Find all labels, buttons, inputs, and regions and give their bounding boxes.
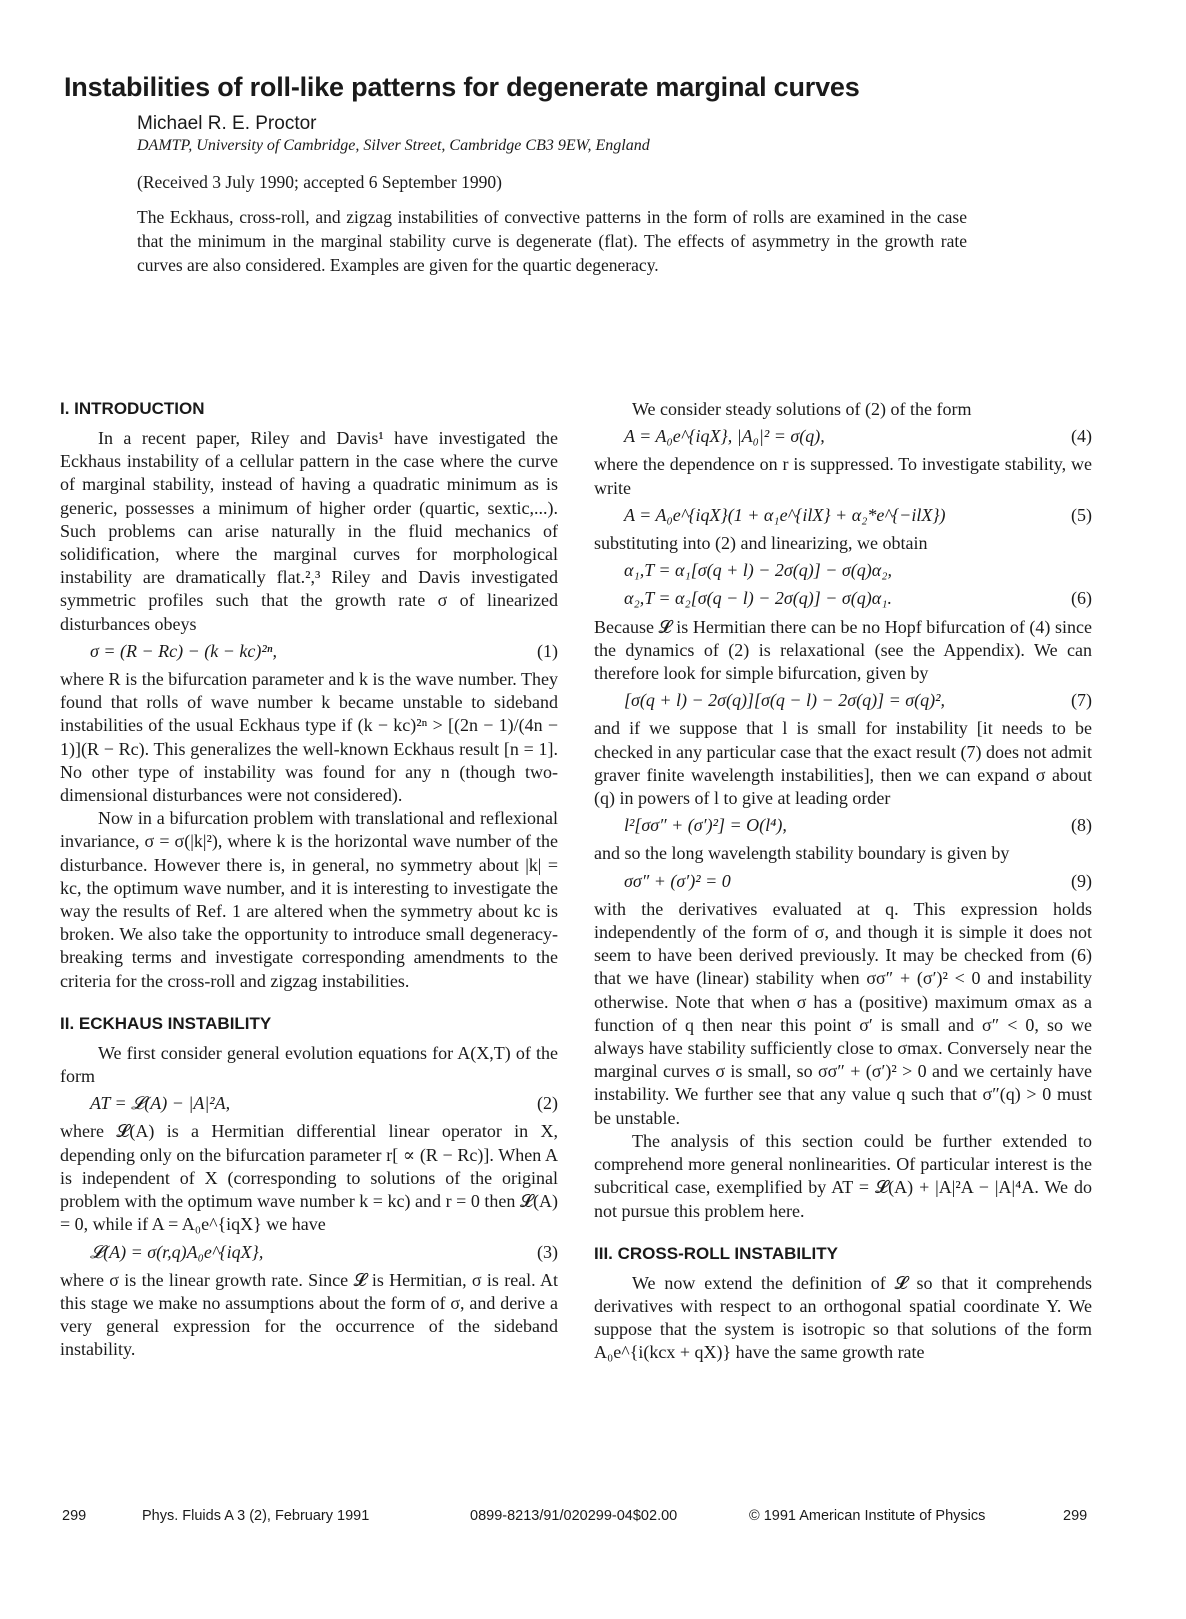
received-dates: (Received 3 July 1990; accepted 6 September 1990) (137, 172, 502, 192)
paragraph: Now in a bifurcation problem with translational and reflexional invariance, σ = σ(|k|²), where k is the horizontal wave number of the disturbance. However there is, in general, no symmetry about |k| = kc, the optimum wave number, and it is interesting to investigate the way the results of Ref. 1 are altered when the symmetry about kc is broken. We also take the opportunity to introduce small degeneracy-breaking terms and investigate corresponding amendments to the criteria for the cross-roll and zigzag instabilities. (60, 808, 558, 991)
equation-number: (1) (537, 640, 558, 661)
copyright-notice: © 1991 American Institute of Physics (749, 1508, 986, 1524)
paragraph: where σ is the linear growth rate. Since 𝓛 is Hermitian, σ is real. At this stage we make no assumptions about the form of σ, and derive a very general expression for the occurrence of the sideband instability. (60, 1269, 558, 1360)
paragraph: In a recent paper, Riley and Davis¹ have investigated the Eckhaus instability of a cellular pattern in the case where the curve of marginal stability, instead of having a quadratic minimum as is generic, possesses a minimum of higher order (quartic, sextic,...). Such problems can arise naturally in the fluid mechanics of solidification, where the marginal curves for morphological instability are dramatically flat.²,³ Riley and Davis investigated symmetric profiles such that the growth rate σ of linearized disturbances obeys (60, 428, 558, 634)
author-affiliation: DAMTP, University of Cambridge, Silver Street, Cambridge CB3 9EW, England (137, 137, 650, 154)
equation-body: l²[σσ″ + (σ′)²] = O(l⁴), (624, 815, 787, 836)
page-number-right: 299 (1063, 1508, 1088, 1524)
paragraph: The analysis of this section could be further extended to comprehend more general nonlinearities. Of particular interest is the subcritical case, exemplified by AT = 𝓛(A) + |A|²A − |A|⁴A. We do not pursue this problem here. (594, 1130, 1092, 1221)
journal-citation: Phys. Fluids A 3 (2), February 1991 (142, 1508, 370, 1524)
equation-6b (594, 587, 1092, 610)
equation-number: (2) (537, 1093, 558, 1114)
equation-8 (594, 814, 1092, 837)
paragraph: where R is the bifurcation parameter and k is the wave number. They found that rolls of wave number k became unstable to sideband instabilities of the usual Eckhaus type if (k − kc)²ⁿ > [(2n − 1)/(4n − 1)](R − Rc). This generalizes the well-known Eckhaus result [n = 1]. No other type of instability was found for any n (though two-dimensional disturbances were not considered). (60, 669, 558, 806)
abstract: The Eckhaus, cross-roll, and zigzag instabilities of convective patterns in the form of rolls are examined in the case that the minimum in the marginal stability curve is degenerate (flat). The effects of asymmetry in the growth rate curves are also considered. Examples are given for the quartic degeneracy. (137, 207, 967, 275)
equation-6a (594, 559, 1092, 582)
equation-5 (594, 504, 1092, 527)
equation-body: σσ″ + (σ′)² = 0 (624, 870, 731, 891)
equation-1 (60, 640, 558, 663)
equation-number: (3) (537, 1241, 558, 1262)
equation-4 (594, 425, 1092, 448)
equation-body: σ = (R − Rc) − (k − kc)²ⁿ, (90, 640, 277, 661)
paragraph: where the dependence on r is suppressed. To investigate stability, we write (594, 454, 1092, 498)
equation-body: α₁,T = α₁[σ(q + l) − 2σ(q)] − σ(q)α₂, (624, 560, 892, 581)
section-heading-eckhaus: II. ECKHAUS INSTABILITY (60, 1013, 272, 1033)
equation-9 (594, 870, 1092, 893)
section-heading-cross-roll: III. CROSS-ROLL INSTABILITY (594, 1243, 838, 1263)
paragraph: where 𝓛(A) is a Hermitian differential linear operator in X, depending only on the bifurcation parameter r[ ∝ (R − Rc)]. When A is independent of X (corresponding to solutions of the original problem with the optimum wave number k = kc) and r = 0 then 𝓛(A) = 0, while if A = A₀e^{iqX} we have (60, 1121, 558, 1235)
right-column (594, 398, 1092, 1365)
equation-number: (7) (1071, 690, 1092, 711)
author-name: Michael R. E. Proctor (137, 113, 317, 134)
equation-body: A = A₀e^{iqX}, |A₀|² = σ(q), (624, 426, 825, 447)
section-heading-introduction: I. INTRODUCTION (60, 399, 205, 418)
paragraph: We now extend the definition of 𝓛 so that it comprehends derivatives with respect to an orthogonal spatial coordinate Y. We suppose that the system is isotropic so that solutions of the form A₀e^{i(kcx + qX)} have the same growth rate (594, 1272, 1092, 1363)
equation-3 (60, 1241, 558, 1264)
equation-7 (594, 689, 1092, 712)
paragraph: with the derivatives evaluated at q. This expression holds independently of the form of σ, and though it is simple it does not seem to have been derived previously. It may be checked from (6) that we have (linear) stability when σσ″ + (σ′)² < 0 and instability otherwise. Note that when σ has a (positive) maximum σmax as a function of q then near this point σ′ is small and σ″ < 0, so we always have stability sufficiently close to σmax. Conversely near the marginal curves σ is small, so σσ″ + (σ′)² > 0 and we certainly have instability. We further see that any value q such that σ″(q) > 0 must be unstable. (594, 898, 1092, 1128)
paragraph: substituting into (2) and linearizing, we obtain (594, 533, 928, 554)
equation-number: (5) (1071, 504, 1092, 525)
left-column (60, 398, 558, 1362)
equation-number: (6) (1071, 588, 1092, 609)
equation-body: 𝓛(A) = σ(r,q)A₀e^{iqX}, (90, 1241, 264, 1262)
equation-2 (60, 1092, 558, 1115)
paragraph: Because 𝓛 is Hermitian there can be no Hopf bifurcation of (4) since the dynamics of (2) is relaxational (see the Appendix). We can therefore look for simple bifurcation, given by (594, 616, 1092, 684)
equation-number: (9) (1071, 870, 1092, 891)
equation-body: α₂,T = α₂[σ(q − l) − 2σ(q)] − σ(q)α₁. (624, 588, 892, 609)
equation-number: (8) (1071, 815, 1092, 836)
paper-title: Instabilities of roll-like patterns for degenerate marginal curves (64, 72, 860, 102)
paragraph: We first consider general evolution equations for A(X,T) of the form (60, 1042, 558, 1087)
equation-body: A = A₀e^{iqX}(1 + α₁e^{ilX} + α₂*e^{−ilX}) (624, 504, 946, 525)
paragraph: and so the long wavelength stability boundary is given by (594, 843, 1010, 864)
equation-number: (4) (1071, 426, 1092, 447)
paragraph: and if we suppose that l is small for instability [it needs to be checked in any particular case that the exact result (7) does not admit graver finite wavelength instabilities], then we can expand σ about (q) in powers of l to give at leading order (594, 718, 1092, 809)
article-code: 0899-8213/91/020299-04$02.00 (470, 1508, 678, 1524)
equation-body: [σ(q + l) − 2σ(q)][σ(q − l) − 2σ(q)] = σ(q)², (624, 690, 945, 711)
paragraph: We consider steady solutions of (2) of the form (632, 399, 972, 419)
equation-body: AT = 𝓛(A) − |A|²A, (90, 1093, 231, 1114)
page-number-left: 299 (62, 1508, 87, 1524)
